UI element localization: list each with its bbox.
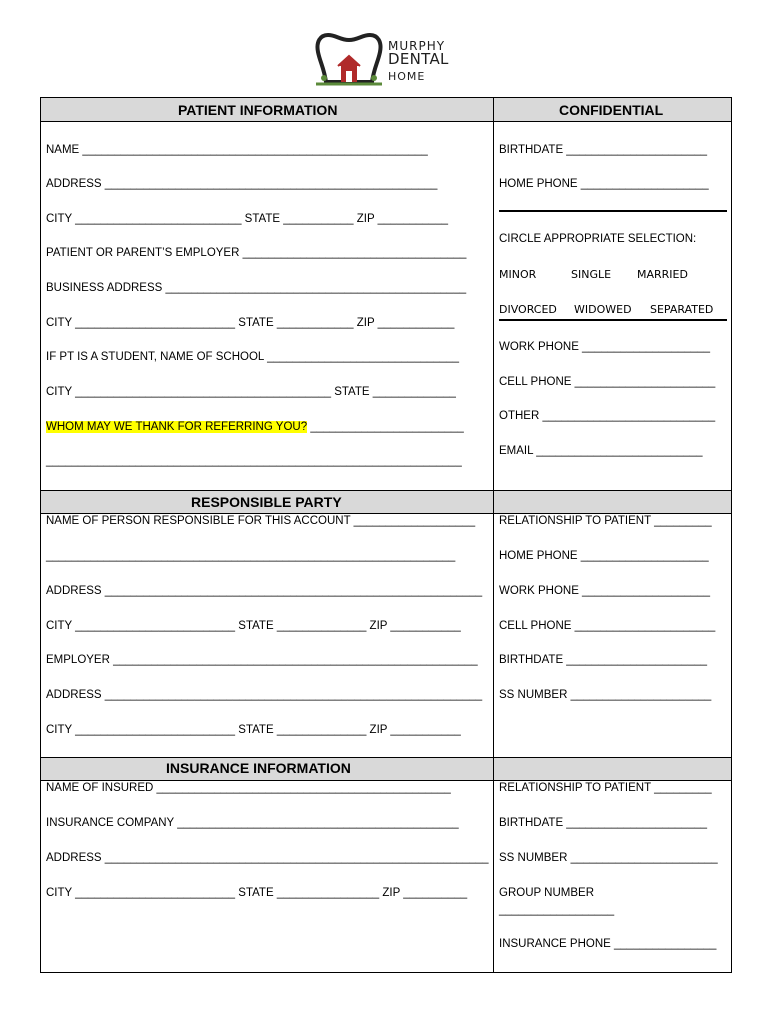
patient-email-field[interactable]: EMAIL __________________________	[499, 445, 703, 457]
responsible-ss-number-field[interactable]: SS NUMBER ______________________	[499, 689, 712, 701]
section-title-confidential: CONFIDENTIAL	[559, 102, 664, 118]
business-city-state-zip-field[interactable]: CITY _________________________ STATE ____________ ZIP ____________	[46, 317, 455, 329]
patient-work-phone-field[interactable]: WORK PHONE ____________________	[499, 341, 710, 353]
logo-word-dental: DENTAL	[388, 50, 449, 68]
status-option-single[interactable]: SINGLE	[571, 268, 612, 281]
circle-selection-label: CIRCLE APPROPRIATE SELECTION:	[499, 233, 697, 245]
referral-field[interactable]	[46, 421, 464, 433]
divider-rule	[499, 210, 727, 212]
status-option-widowed[interactable]: WIDOWED	[574, 303, 632, 316]
header-bar-insurance	[41, 757, 731, 781]
group-number-field[interactable]: __________________	[499, 904, 615, 916]
responsible-relationship-field[interactable]: RELATIONSHIP TO PATIENT _________	[499, 515, 712, 527]
school-name-field[interactable]: IF PT IS A STUDENT, NAME OF SCHOOL ______________________________	[46, 351, 459, 363]
patient-employer-field[interactable]: PATIENT OR PARENT’S EMPLOYER ___________________________________	[46, 247, 467, 259]
insurance-company-field[interactable]: INSURANCE COMPANY ____________________________________________	[46, 817, 459, 829]
responsible-employer-field[interactable]: EMPLOYER _________________________________________________________	[46, 654, 478, 666]
status-option-separated[interactable]: SEPARATED	[650, 303, 714, 316]
patient-address-field[interactable]: ADDRESS ____________________________________________________	[46, 178, 438, 190]
insured-name-field[interactable]: NAME OF INSURED ______________________________________________	[46, 782, 451, 794]
responsible-address-field[interactable]: ADDRESS ___________________________________________________________	[46, 585, 483, 597]
section-title-insurance-information: INSURANCE INFORMATION	[166, 760, 351, 776]
patient-registration-form	[40, 97, 732, 973]
group-number-label: GROUP NUMBER	[499, 887, 594, 899]
patient-city-state-zip-field[interactable]: CITY __________________________ STATE ___________ ZIP ___________	[46, 213, 448, 225]
column-divider	[493, 98, 494, 972]
insured-ss-number-field[interactable]: SS NUMBER _______________________	[499, 852, 718, 864]
insured-relationship-field[interactable]: RELATIONSHIP TO PATIENT _________	[499, 782, 712, 794]
responsible-birthdate-field[interactable]: BIRTHDATE ______________________	[499, 654, 708, 666]
insurance-address-field[interactable]: ADDRESS ____________________________________________________________	[46, 852, 489, 864]
status-option-divorced[interactable]: DIVORCED	[499, 303, 557, 316]
referral-line: ________________________	[310, 421, 464, 433]
divider-rule	[499, 319, 727, 321]
patient-name-field[interactable]: NAME ______________________________________________________	[46, 144, 428, 156]
tooth-house-icon	[314, 30, 384, 92]
responsible-work-phone-field[interactable]: WORK PHONE ____________________	[499, 585, 710, 597]
patient-home-phone-field[interactable]: HOME PHONE ____________________	[499, 178, 709, 190]
patient-other-field[interactable]: OTHER ___________________________	[499, 410, 716, 422]
responsible-name-extra-line[interactable]: ________________________________________________________________	[46, 550, 456, 562]
referral-label: WHOM MAY WE THANK FOR REFERRING YOU?	[46, 421, 308, 433]
status-option-minor[interactable]: MINOR	[499, 268, 537, 281]
business-address-field[interactable]: BUSINESS ADDRESS _______________________________________________	[46, 282, 467, 294]
responsible-employer-city-state-zip-field[interactable]: CITY _________________________ STATE ______________ ZIP ___________	[46, 724, 461, 736]
referral-extra-line[interactable]: _________________________________________________________________	[46, 455, 462, 467]
responsible-cell-phone-field[interactable]: CELL PHONE ______________________	[499, 620, 716, 632]
logo-word-home: HOME	[388, 70, 426, 83]
insurance-phone-field[interactable]: INSURANCE PHONE ________________	[499, 938, 717, 950]
school-city-state-field[interactable]: CITY ________________________________________ STATE _____________	[46, 386, 456, 398]
section-title-responsible-party: RESPONSIBLE PARTY	[191, 494, 342, 510]
responsible-home-phone-field[interactable]: HOME PHONE ____________________	[499, 550, 709, 562]
responsible-name-field[interactable]: NAME OF PERSON RESPONSIBLE FOR THIS ACCOUNT ___________________	[46, 515, 476, 527]
insured-birthdate-field[interactable]: BIRTHDATE ______________________	[499, 817, 708, 829]
insurance-city-state-zip-field[interactable]: CITY _________________________ STATE ________________ ZIP __________	[46, 887, 468, 899]
murphy-dental-home-logo	[314, 30, 464, 92]
status-option-married[interactable]: MARRIED	[637, 268, 688, 281]
responsible-employer-address-field[interactable]: ADDRESS ___________________________________________________________	[46, 689, 483, 701]
patient-birthdate-field[interactable]: BIRTHDATE ______________________	[499, 144, 708, 156]
logo-word-murphy: MURPHY	[388, 39, 446, 53]
header-bar-responsible	[41, 490, 731, 514]
section-title-patient-information: PATIENT INFORMATION	[178, 102, 338, 118]
responsible-city-state-zip-field[interactable]: CITY _________________________ STATE ______________ ZIP ___________	[46, 620, 461, 632]
patient-cell-phone-field[interactable]: CELL PHONE ______________________	[499, 376, 716, 388]
